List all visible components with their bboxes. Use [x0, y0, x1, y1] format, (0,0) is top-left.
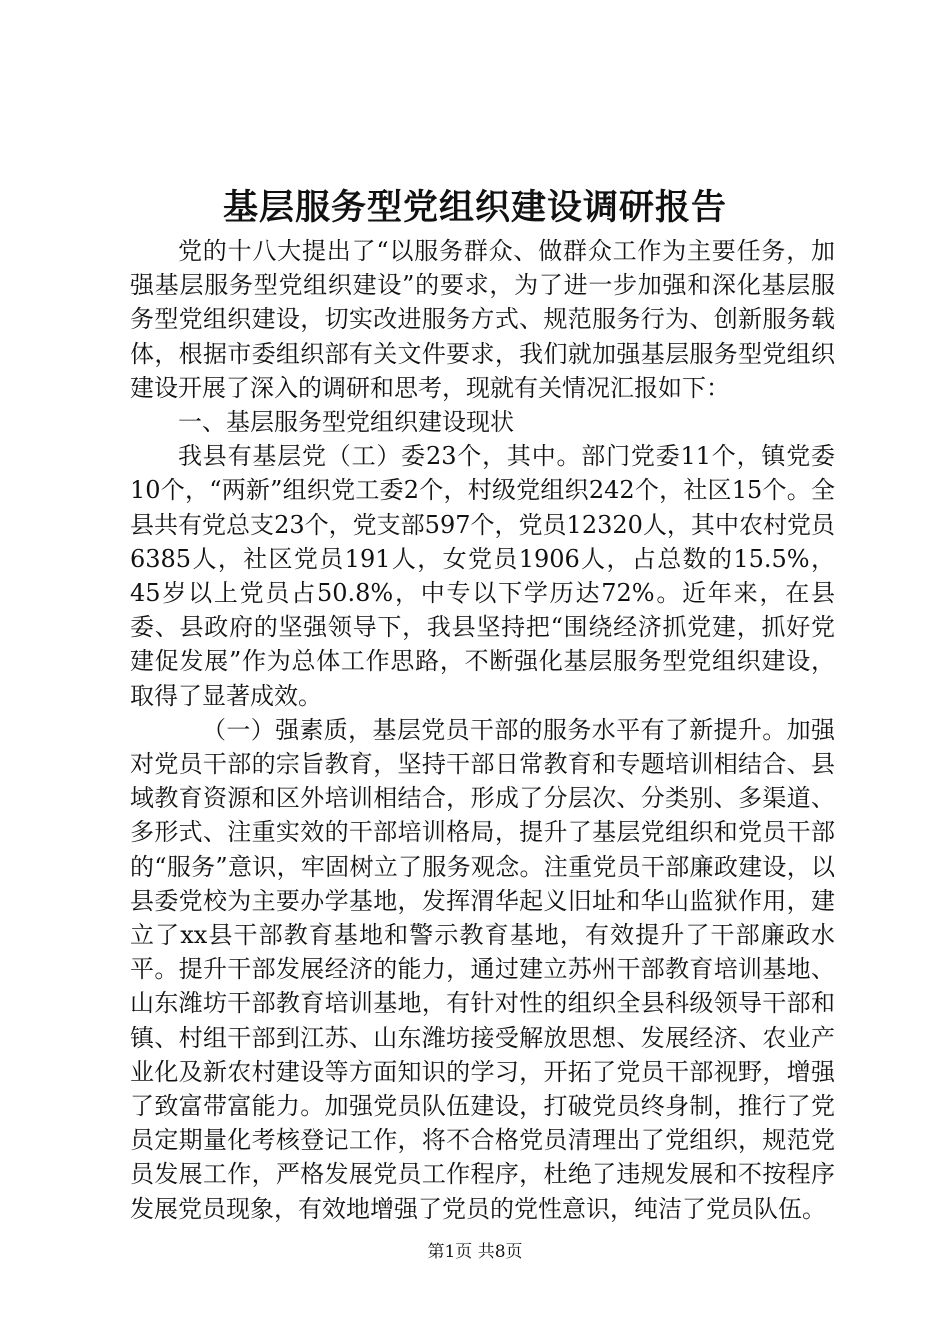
section-heading: 一、基层服务型党组织建设现状: [178, 408, 514, 437]
intro-paragraph: 党的十八大提出了“以服务群众、做群众工作为主要任务，加强基层服务型党组织建设”的要求，为了进一步加强和深化基层服务型党组织建设，切实改进服务方式、规范服务行为、创新服务载体，根据市委组织部有关文件要求，我们就加强基层服务型党组织建设开展了深入的调研和思考，现就有关情况汇报如下：: [130, 237, 835, 402]
subsection-paragraph: （一）强素质，基层党员干部的服务水平有了新提升。加强对党员干部的宗旨教育，坚持干部日常教育和专题培训相结合、县域教育资源和区外培训相结合，形成了分层次、分类别、多渠道、多形式、注重实效的干部培训格局，提升了基层党组织和党员干部的“服务”意识，牢固树立了服务观念。注重党员干部廉政建设，以县委党校为主要办学基地，发挥渭华起义旧址和华山监狱作用，建立了xx县干部教育基地和警示教育基地，有效提升了干部廉政水平。提升干部发展经济的能力，通过建立苏州干部教育培训基地、山东潍坊干部教育培训基地，有针对性的组织全县科级领导干部和镇、村组干部到江苏、山东潍坊接受解放思想、发展经济、农业产业化及新农村建设等方面知识的学习，开拓了党员干部视野，增强了致富带富能力。加强党员队伍建设，打破党员终身制，推行了党员定期量化考核登记工作，将不合格党员清理出了党组织，规范党员发展工作，严格发展党员工作程序，杜绝了违规发展和不按程序发展党员现象，有效地增强了党员的党性意识，纯洁了党员队伍。: [130, 715, 835, 1223]
status-paragraph: 我县有基层党（工）委23个，其中。部门党委11个，镇党委10个，“两新”组织党工委2个，村级党组织242个，社区15个。全县共有党总支23个，党支部597个，党员12320人，其中农村党员6385人，社区党员191人，女党员1906人，占总数的15.5%，45岁以上党员占50.8%，中专以下学历达72%。近年来，在县委、县政府的坚强领导下，我县坚持把“围绕经济抓党建，抓好党建促发展”作为总体工作思路，不断强化基层服务型党组织建设，取得了显著成效。: [130, 442, 835, 710]
page-footer: 第1页 共8页: [427, 1242, 523, 1262]
document-body: [130, 234, 835, 1226]
document-title: 基层服务型党组织建设调研报告: [222, 187, 727, 228]
